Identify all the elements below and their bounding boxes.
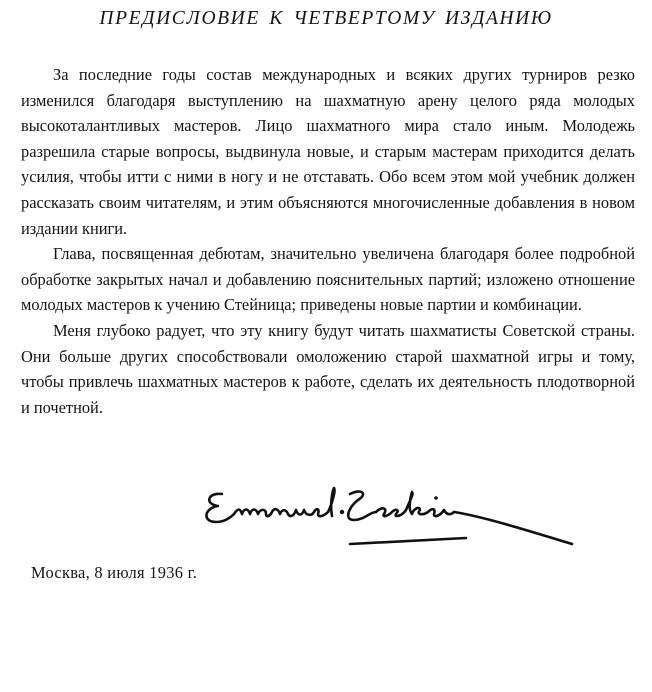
paragraph-1: За последние годы состав международных и всяких других турниров резко изменился благодаря выступлению на шахматную арену целого ряда молодых высокоталантливых мастеров. Лицо шахматного мира стало иным. Молодежь разрешила старые вопросы, выдвинула новые, и старым мастерам приходится делать усилия, чтобы итти с ними в ногу и не отставать. Обо всем этом мой учебник должен рассказать своим читателям, и этим объясняются многочисленные добавления в новом издании книги. xyxy=(21,65,635,238)
page-title: ПРЕДИСЛОВИЕ К ЧЕТВЕРТОМУ ИЗДАНИЮ xyxy=(99,8,553,29)
signature-drawing xyxy=(200,482,600,552)
paragraph-2: Глава, посвященная дебютам, значительно увеличена благодаря более подробной обработке закрытых начал и добавлению пояснительных партий; изложено отношение молодых мастеров к учению Стейница; приведены новые партии и комбинации. xyxy=(21,244,635,315)
preface-body xyxy=(21,62,635,420)
handwritten-signature xyxy=(200,482,600,552)
paragraph-3: Меня глубоко радует, что эту книгу будут читать шахматисты Советской страны. Они больше других способствовали омоложению старой шахматной игры и тому, чтобы привлечь шахматных мастеров к работе, сделать их деятельность плодотворной и почетной. xyxy=(21,320,635,417)
place-and-date: Москва, 8 июля 1936 г. xyxy=(31,563,198,582)
